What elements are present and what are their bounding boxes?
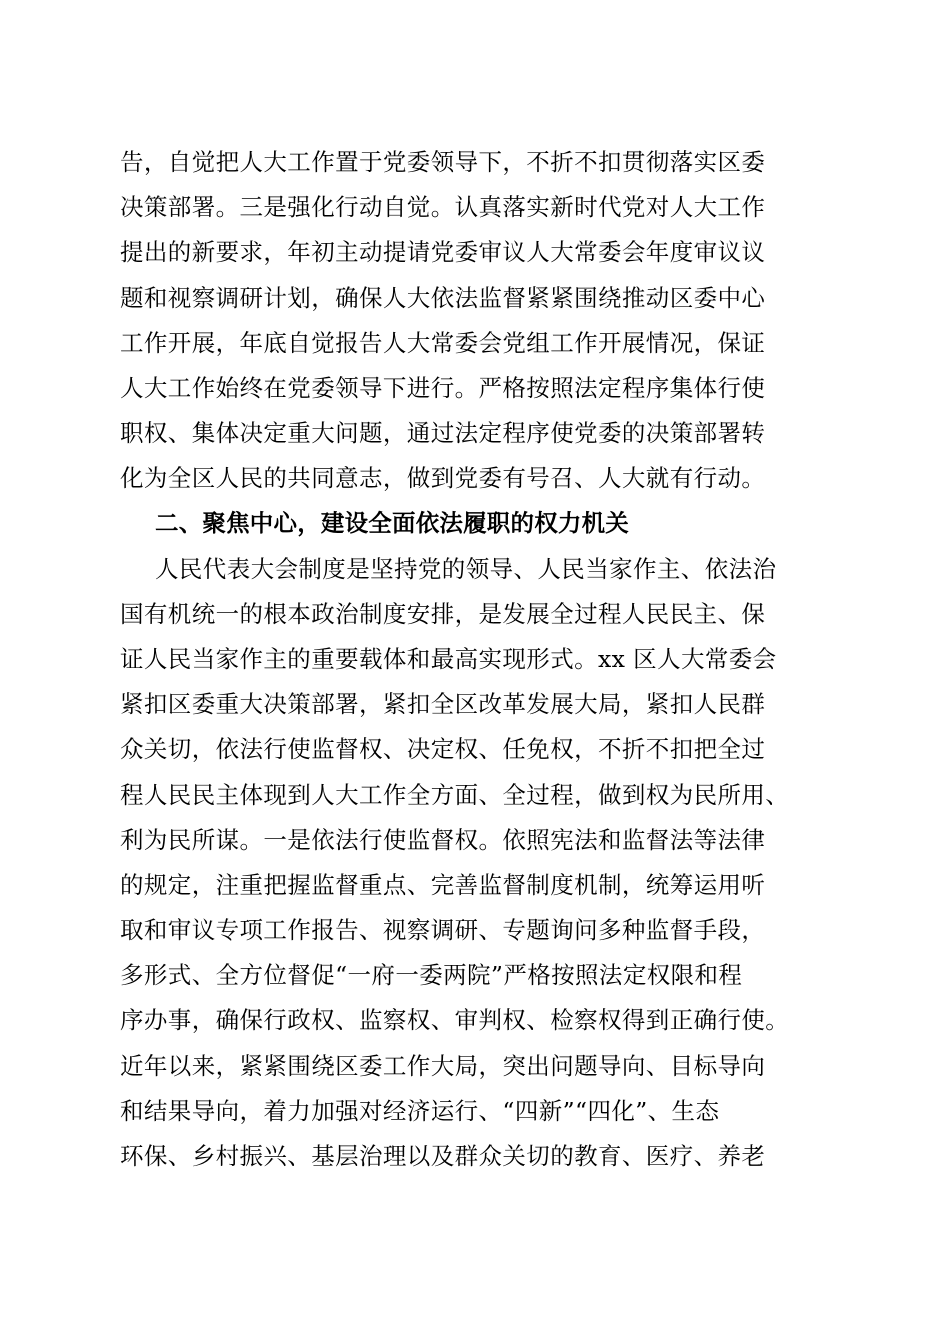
paragraph-1-line-5: 工作开展，年底自觉报告人大常委会党组工作开展情况，保证 xyxy=(120,329,766,357)
paragraph-1-line-7: 职权、集体决定重大问题，通过法定程序使党委的决策部署转 xyxy=(120,419,766,447)
paragraph-2-line-9: 取和审议专项工作报告、视察调研、专题询问多种监督手段， xyxy=(120,916,766,944)
paragraph-2-line-10: 多形式、全方位督促“一府一委两院”严格按照法定权限和程 xyxy=(120,961,743,989)
paragraph-1-line-1: 告，自觉把人大工作置于党委领导下，不折不扣贯彻落实区委 xyxy=(120,148,766,176)
paragraph-2-line-11: 序办事，确保行政权、监察权、审判权、检察权得到正确行使。 xyxy=(120,1006,790,1034)
paragraph-1-line-8: 化为全区人民的共同意志，做到党委有号召、人大就有行动。 xyxy=(120,464,766,492)
paragraph-2-line-3: 证人民当家作主的重要载体和最高实现形式。xx 区人大常委会 xyxy=(120,645,777,673)
paragraph-2-line-5: 众关切，依法行使监督权、决定权、任免权，不折不扣把全过 xyxy=(120,735,766,763)
paragraph-2-line-2: 国有机统一的根本政治制度安排，是发展全过程人民民主、保 xyxy=(120,600,766,628)
paragraph-1-line-3: 提出的新要求，年初主动提请党委审议人大常委会年度审议议 xyxy=(120,238,766,266)
paragraph-2-line-6: 程人民民主体现到人大工作全方面、全过程，做到权为民所用、 xyxy=(120,781,790,809)
paragraph-2-line-7: 利为民所谋。一是依法行使监督权。依照宪法和监督法等法律 xyxy=(120,826,766,854)
paragraph-1-line-4: 题和视察调研计划，确保人大依法监督紧紧围绕推动区委中心 xyxy=(120,284,766,312)
paragraph-1-line-2: 决策部署。三是强化行动自觉。认真落实新时代党对人大工作 xyxy=(120,193,766,221)
section-heading: 二、聚焦中心，建设全面依法履职的权力机关 xyxy=(155,509,629,537)
paragraph-1-line-6: 人大工作始终在党委领导下进行。严格按照法定程序集体行使 xyxy=(120,374,766,402)
paragraph-2-line-1: 人民代表大会制度是坚持党的领导、人民当家作主、依法治 xyxy=(155,555,777,583)
paragraph-2-line-12: 近年以来，紧紧围绕区委工作大局，突出问题导向、目标导向 xyxy=(120,1052,766,1080)
paragraph-2-line-8: 的规定，注重把握监督重点、完善监督制度机制，统筹运用听 xyxy=(120,871,766,899)
paragraph-2-line-14: 环保、乡村振兴、基层治理以及群众关切的教育、医疗、养老 xyxy=(120,1142,766,1170)
paragraph-2-line-4: 紧扣区委重大决策部署，紧扣全区改革发展大局，紧扣人民群 xyxy=(120,690,766,718)
paragraph-2-line-13: 和结果导向，着力加强对经济运行、“四新”“四化”、生态 xyxy=(120,1097,720,1125)
